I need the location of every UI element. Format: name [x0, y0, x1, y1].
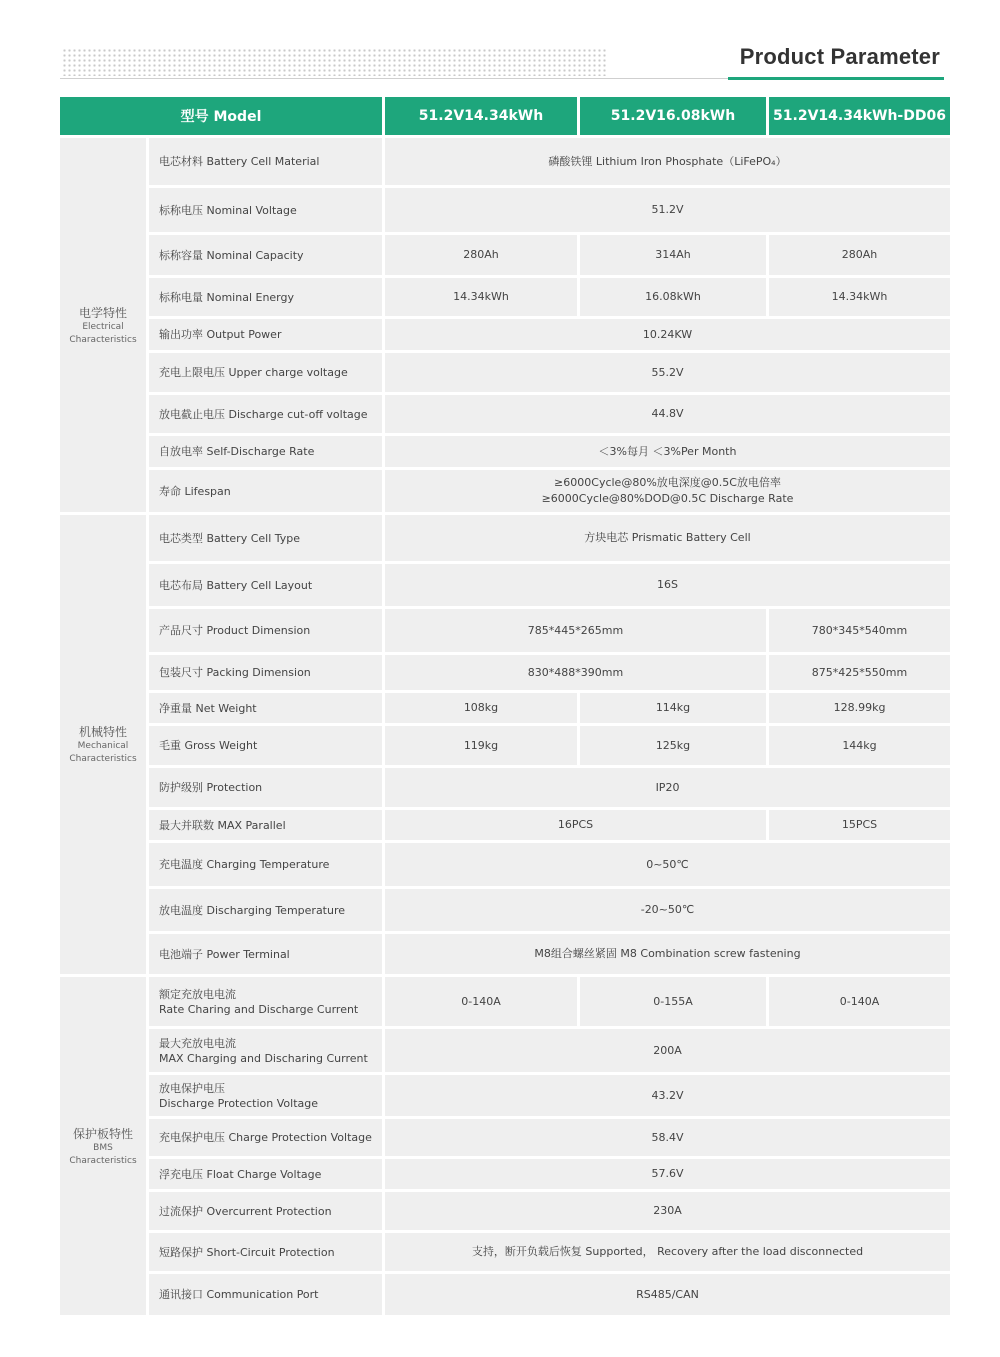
value-nominal-voltage: 51.2V [385, 188, 950, 232]
value-charging-temperature: 0~50℃ [385, 843, 950, 886]
value-rate-current-2: 0-155A [580, 977, 766, 1026]
row-label-discharging-temperature: 放电温度 Discharging Temperature [149, 889, 382, 931]
value-discharge-protection-voltage: 43.2V [385, 1075, 950, 1116]
group-en: Mechanical [77, 741, 129, 751]
value-power-terminal: M8组合螺丝紧固 M8 Combination screw fastening [385, 934, 950, 974]
row-label-rate-current [149, 977, 382, 1026]
value-gross-weight-1: 119kg [385, 726, 577, 765]
value-nominal-capacity-2: 314Ah [580, 235, 766, 275]
group-en: Electrical [82, 321, 124, 332]
row-label-protection: 防护级别 Protection [149, 768, 382, 807]
value-float-charge-voltage: 57.6V [385, 1159, 950, 1189]
value-nominal-capacity-1: 280Ah [385, 235, 577, 275]
value-net-weight-1: 108kg [385, 693, 577, 723]
label-zh: 放电保护电压 [159, 1081, 225, 1095]
row-label-short-circuit-protection: 短路保护 Short-Circuit Protection [149, 1233, 382, 1271]
model-header: 型号 Model [60, 97, 382, 135]
model-column-3: 51.2V14.34kWh-DD06 [769, 97, 950, 135]
value-charge-protection-voltage: 58.4V [385, 1119, 950, 1156]
value-discharging-temperature: -20~50℃ [385, 889, 950, 931]
dotted-pattern [62, 48, 607, 76]
group-zh: 机械特性 [78, 725, 127, 739]
value-output-power: 10.24KW [385, 319, 950, 350]
value-protection: IP20 [385, 768, 950, 807]
label-zh: 额定充放电电流 [159, 987, 236, 1001]
value-max-parallel-1: 16PCS [385, 810, 766, 840]
value-cell-layout: 16S [385, 564, 950, 606]
group-electrical [60, 138, 146, 512]
row-label-cell-material: 电芯材料 Battery Cell Material [149, 138, 382, 185]
value-short-circuit-protection: 支持，断开负载后恢复 Supported， Recovery after the load disconnected [385, 1233, 950, 1271]
value-cell-type: 方块电芯 Prismatic Battery Cell [385, 515, 950, 561]
lifespan-line-en: ≥6000Cycle@80%DOD@0.5C Discharge Rate [541, 492, 794, 505]
group-en: Characteristics [69, 754, 137, 764]
row-label-cell-type: 电芯类型 Battery Cell Type [149, 515, 382, 561]
model-column-1: 51.2V14.34kWh [385, 97, 577, 135]
page-title: Product Parameter [739, 44, 940, 69]
label-en: Rate Charing and Discharge Current [159, 1002, 359, 1016]
row-label-max-parallel: 最大并联数 MAX Parallel [149, 810, 382, 840]
group-en: Characteristics [69, 334, 137, 345]
label-en: Discharge Protection Voltage [159, 1096, 319, 1110]
row-label-power-terminal: 电池端子 Power Terminal [149, 934, 382, 974]
row-label-nominal-voltage: 标称电压 Nominal Voltage [149, 188, 382, 232]
value-nominal-capacity-3: 280Ah [769, 235, 950, 275]
row-label-cell-layout: 电芯布局 Battery Cell Layout [149, 564, 382, 606]
group-zh: 电学特性 [78, 305, 127, 320]
row-label-net-weight: 净重量 Net Weight [149, 693, 382, 723]
value-communication-port: RS485/CAN [385, 1274, 950, 1315]
value-lifespan [385, 470, 950, 512]
value-overcurrent-protection: 230A [385, 1192, 950, 1230]
row-label-nominal-capacity: 标称容量 Nominal Capacity [149, 235, 382, 275]
value-discharge-cutoff: 44.8V [385, 395, 950, 433]
value-nominal-energy-1: 14.34kWh [385, 278, 577, 316]
group-bms [60, 977, 146, 1315]
title-underline [728, 77, 944, 80]
value-gross-weight-3: 144kg [769, 726, 950, 765]
row-label-upper-charge-voltage: 充电上限电压 Upper charge voltage [149, 353, 382, 392]
row-label-charging-temperature: 充电温度 Charging Temperature [149, 843, 382, 886]
value-self-discharge: ＜3%每月 ＜3%Per Month [385, 436, 950, 467]
row-label-product-dimension: 产品尺寸 Product Dimension [149, 609, 382, 652]
parameter-table [60, 97, 946, 1315]
value-max-current: 200A [385, 1029, 950, 1072]
value-product-dimension-2: 780*345*540mm [769, 609, 950, 652]
row-label-discharge-protection-voltage [149, 1075, 382, 1116]
row-label-float-charge-voltage: 浮充电压 Float Charge Voltage [149, 1159, 382, 1189]
row-label-discharge-cutoff: 放电截止电压 Discharge cut-off voltage [149, 395, 382, 433]
row-label-max-current [149, 1029, 382, 1072]
value-rate-current-3: 0-140A [769, 977, 950, 1026]
value-nominal-energy-2: 16.08kWh [580, 278, 766, 316]
row-label-packing-dimension: 包装尺寸 Packing Dimension [149, 655, 382, 690]
model-column-2: 51.2V16.08kWh [580, 97, 766, 135]
row-label-overcurrent-protection: 过流保护 Overcurrent Protection [149, 1192, 382, 1230]
value-cell-material: 磷酸铁锂 Lithium Iron Phosphate（LiFePO₄） [385, 138, 950, 185]
value-product-dimension-1: 785*445*265mm [385, 609, 766, 652]
label-zh: 最大充放电电流 [159, 1036, 236, 1050]
lifespan-line-zh: ≥6000Cycle@80%放电深度@0.5C放电倍率 [554, 476, 781, 489]
group-zh: 保护板特性 [72, 1126, 133, 1141]
row-label-nominal-energy: 标称电量 Nominal Energy [149, 278, 382, 316]
value-rate-current-1: 0-140A [385, 977, 577, 1026]
row-label-communication-port: 通讯接口 Communication Port [149, 1274, 382, 1315]
row-label-output-power: 输出功率 Output Power [149, 319, 382, 350]
group-en: BMS [93, 1142, 113, 1153]
row-label-charge-protection-voltage: 充电保护电压 Charge Protection Voltage [149, 1119, 382, 1156]
value-packing-dimension-2: 875*425*550mm [769, 655, 950, 690]
group-mechanical [60, 515, 146, 974]
value-upper-charge-voltage: 55.2V [385, 353, 950, 392]
value-net-weight-3: 128.99kg [769, 693, 950, 723]
value-nominal-energy-3: 14.34kWh [769, 278, 950, 316]
row-label-lifespan: 寿命 Lifespan [149, 470, 382, 512]
value-net-weight-2: 114kg [580, 693, 766, 723]
value-gross-weight-2: 125kg [580, 726, 766, 765]
row-label-gross-weight: 毛重 Gross Weight [149, 726, 382, 765]
group-en: Characteristics [69, 1155, 137, 1166]
label-en: MAX Charging and Discharing Current [159, 1051, 368, 1065]
row-label-self-discharge: 自放电率 Self-Discharge Rate [149, 436, 382, 467]
value-max-parallel-2: 15PCS [769, 810, 950, 840]
value-packing-dimension-1: 830*488*390mm [385, 655, 766, 690]
